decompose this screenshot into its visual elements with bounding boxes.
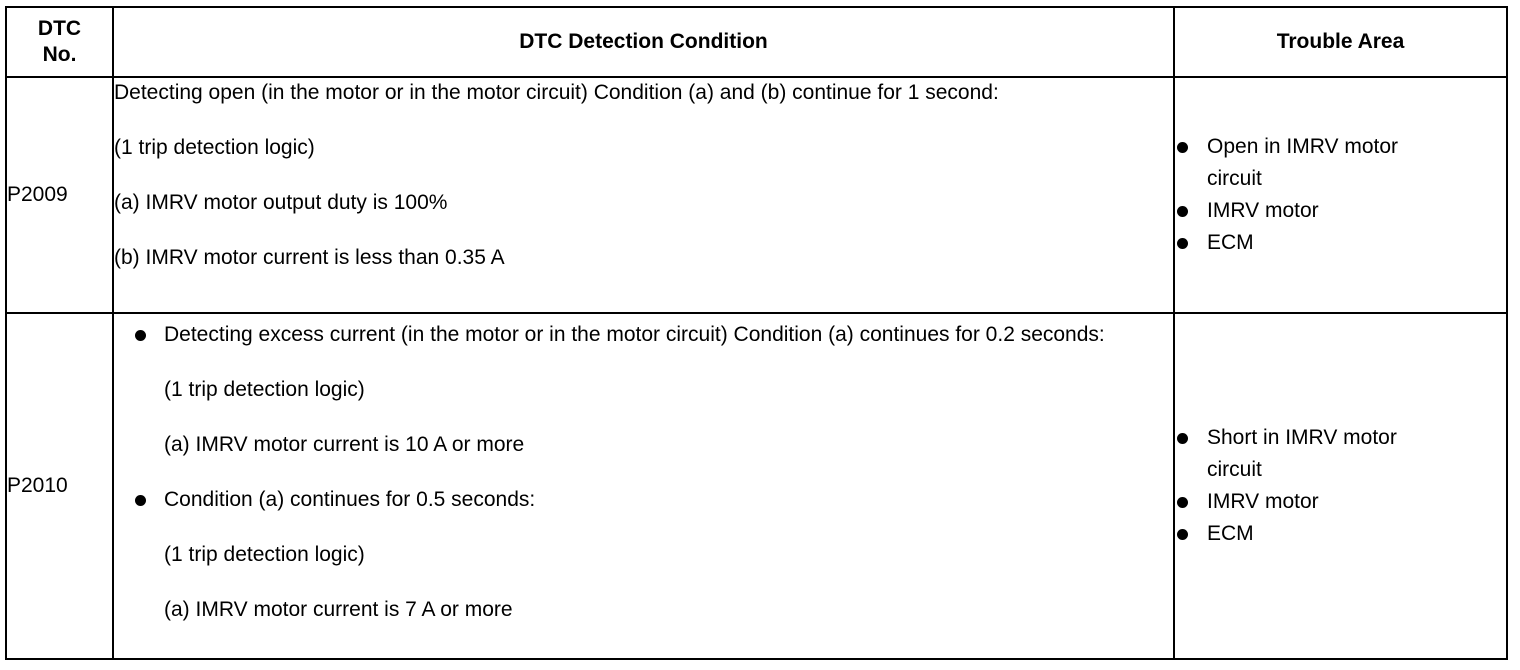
dtc-table: [5, 6, 1508, 660]
table-row: [6, 313, 1507, 659]
list-item: [1175, 131, 1506, 195]
header-condition: DTC Detection Condition: [113, 7, 1174, 77]
bullet-icon: [1177, 238, 1188, 249]
condition-text: (1 trip detection logic): [164, 543, 365, 566]
condition-text: (b) IMRV motor current is less than 0.35 A: [114, 246, 505, 269]
list-item: [1175, 227, 1506, 259]
condition-text: (a) IMRV motor output duty is 100%: [114, 191, 448, 214]
condition-bullet: [114, 320, 1173, 350]
list-item: [1175, 195, 1506, 227]
table-row: [6, 77, 1507, 313]
detection-condition: [113, 313, 1174, 659]
condition-text: (1 trip detection logic): [114, 136, 315, 159]
trouble-list: [1175, 131, 1506, 259]
bullet-icon: [1177, 206, 1188, 217]
header-trouble-area: Trouble Area: [1174, 7, 1507, 77]
trouble-item-label: IMRV motor: [1207, 490, 1319, 513]
trouble-item-label: IMRV motor: [1207, 199, 1319, 222]
trouble-item-label: Short in IMRV motor circuit: [1207, 426, 1397, 481]
list-item: [1175, 422, 1506, 486]
trouble-area: [1174, 313, 1507, 659]
detection-condition: [113, 77, 1174, 313]
condition-text: (a) IMRV motor current is 7 A or more: [164, 598, 513, 621]
condition-text: (a) IMRV motor current is 10 A or more: [164, 433, 525, 456]
trouble-item-label: ECM: [1207, 231, 1254, 254]
list-item: [1175, 486, 1506, 518]
header-row: [6, 7, 1507, 77]
trouble-list: [1175, 422, 1506, 550]
list-item: [1175, 518, 1506, 550]
condition-text: Condition (a) continues for 0.5 seconds:: [164, 488, 536, 511]
bullet-icon: [1177, 497, 1188, 508]
trouble-item-label: ECM: [1207, 522, 1254, 545]
dtc-code: P2009: [6, 77, 113, 313]
dtc-code: P2010: [6, 313, 113, 659]
condition-bullet: [114, 485, 1173, 515]
bullet-icon: [135, 330, 146, 341]
bullet-icon: [135, 495, 146, 506]
condition-text: Detecting open (in the motor or in the motor circuit) Condition (a) and (b) continue for 1 second:: [114, 81, 999, 104]
bullet-icon: [1177, 142, 1188, 153]
header-dtc-no: [6, 7, 113, 77]
condition-text: (1 trip detection logic): [164, 378, 365, 401]
bullet-icon: [1177, 433, 1188, 444]
bullet-icon: [1177, 529, 1188, 540]
condition-text: Detecting excess current (in the motor or in the motor circuit) Condition (a) continues for 0.2 seconds:: [164, 323, 1105, 346]
trouble-item-label: Open in IMRV motor circuit: [1207, 135, 1399, 190]
header-dtc-no-label: DTC No.: [37, 17, 82, 66]
trouble-area: [1174, 77, 1507, 313]
